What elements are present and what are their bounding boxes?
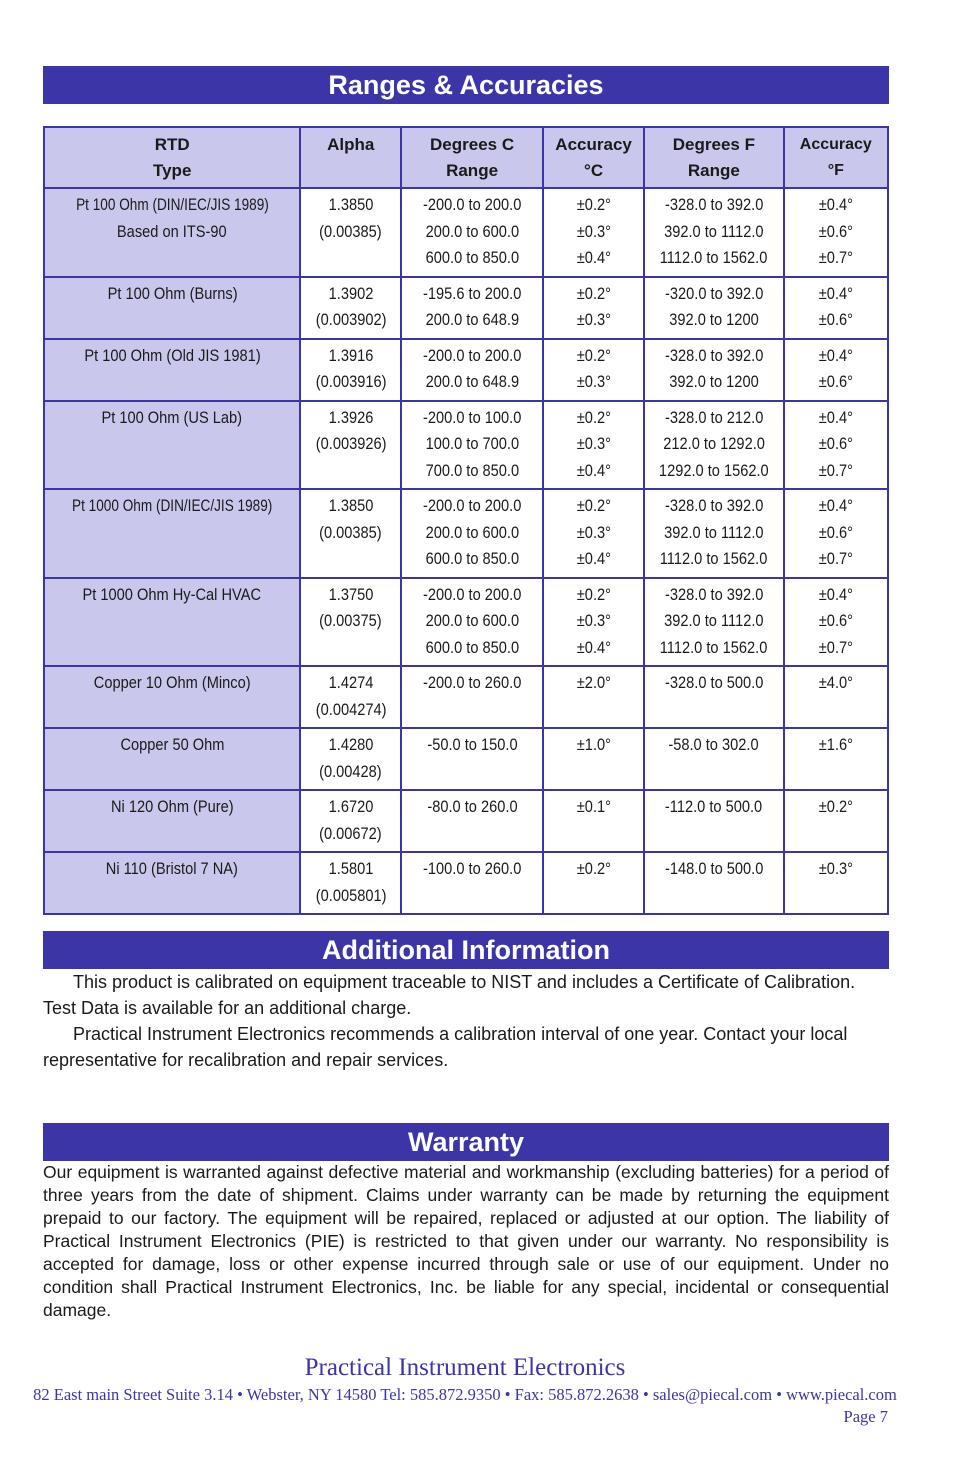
header-degrees-c-range: Degrees C Range — [401, 127, 543, 188]
ranges-table — [43, 126, 889, 915]
cell-acc-c: ±0.2° — [543, 852, 644, 914]
cell-type: Pt 100 Ohm (US Lab) — [44, 401, 300, 490]
cell-range-f: -328.0 to 212.0 212.0 to 1292.0 1292.0 to 1562.0 — [644, 401, 783, 490]
cell-alpha: 1.3926 (0.003926) — [300, 401, 401, 490]
footer-company-name: Practical Instrument Electronics — [304, 1354, 626, 1381]
cell-type: Copper 10 Ohm (Minco) — [44, 666, 300, 728]
table-row — [44, 666, 888, 728]
table-row — [44, 401, 888, 490]
cell-acc-f: ±0.4° ±0.6° — [784, 277, 888, 339]
warranty-section-title: Warranty — [43, 1123, 889, 1161]
cell-acc-c: ±0.2° ±0.3° ±0.4° — [543, 489, 644, 578]
footer-contact-line: 82 East main Street Suite 3.14 • Webster, NY 14580 Tel: 585.872.9350 • Fax: 585.872.2638 • sales@piecal.com • www.piecal.com — [33, 1385, 897, 1404]
cell-type: Pt 100 Ohm (DIN/IEC/JIS 1989) Based on ITS-90 — [44, 188, 300, 277]
warranty-paragraph: Our equipment is warranted against defective material and workmanship (excluding batteries) for a period of three years from the date of shipment. Claims under warranty can be made by returning the equipment prepaid to our factory. The equipment will be repaired, replaced or adjusted at our option. The liability of Practical Instrument Electronics (PIE) is restricted to that given under our warranty. No responsibility is accepted for damage, loss or other expense incurred through sale or use of our equipment. Under no condition shall Practical Instrument Electronics, Inc. be liable for any special, incidental or consequential damage. — [43, 1162, 889, 1320]
cell-range-c: -195.6 to 200.0 200.0 to 648.9 — [401, 277, 543, 339]
cell-acc-f: ±0.4° ±0.6° ±0.7° — [784, 578, 888, 667]
additional-paragraph-2: Practical Instrument Electronics recommends a calibration interval of one year. Contact your local representative for recalibration and repair services. — [43, 1024, 848, 1070]
cell-type: Pt 1000 Ohm (DIN/IEC/JIS 1989) — [44, 489, 300, 578]
cell-range-c: -100.0 to 260.0 — [401, 852, 543, 914]
cell-alpha: 1.3916 (0.003916) — [300, 339, 401, 401]
cell-acc-f: ±0.2° — [784, 790, 888, 852]
cell-range-f: -58.0 to 302.0 — [644, 728, 783, 790]
cell-acc-f: ±0.4° ±0.6° — [784, 339, 888, 401]
cell-type: Ni 110 (Bristol 7 NA) — [44, 852, 300, 914]
cell-range-c: -200.0 to 200.0 200.0 to 648.9 — [401, 339, 543, 401]
header-accuracy-f: Accuracy °F — [784, 127, 888, 188]
cell-range-c: -50.0 to 150.0 — [401, 728, 543, 790]
cell-range-f: -328.0 to 392.0 392.0 to 1200 — [644, 339, 783, 401]
cell-acc-c: ±0.2° ±0.3° — [543, 277, 644, 339]
cell-acc-c: ±0.2° ±0.3° ±0.4° — [543, 188, 644, 277]
cell-type: Copper 50 Ohm — [44, 728, 300, 790]
cell-acc-f: ±4.0° — [784, 666, 888, 728]
cell-range-f: -328.0 to 392.0 392.0 to 1112.0 1112.0 to 1562.0 — [644, 489, 783, 578]
ranges-section-title: Ranges & Accuracies — [43, 66, 889, 104]
cell-range-f: -112.0 to 500.0 — [644, 790, 783, 852]
cell-acc-c: ±0.2° ±0.3° — [543, 339, 644, 401]
table-row — [44, 489, 888, 578]
cell-range-c: -200.0 to 200.0 200.0 to 600.0 600.0 to 850.0 — [401, 578, 543, 667]
page-number: Page 7 — [843, 1407, 888, 1426]
cell-acc-f: ±0.4° ±0.6° ±0.7° — [784, 489, 888, 578]
cell-acc-c: ±2.0° — [543, 666, 644, 728]
cell-acc-c: ±0.2° ±0.3° ±0.4° — [543, 401, 644, 490]
cell-alpha: 1.4280 (0.00428) — [300, 728, 401, 790]
cell-alpha: 1.3850 (0.00385) — [300, 188, 401, 277]
cell-acc-c: ±1.0° — [543, 728, 644, 790]
cell-range-f: -328.0 to 392.0 392.0 to 1112.0 1112.0 to 1562.0 — [644, 188, 783, 277]
table-row — [44, 728, 888, 790]
cell-alpha: 1.5801 (0.005801) — [300, 852, 401, 914]
cell-range-c: -200.0 to 200.0 200.0 to 600.0 600.0 to 850.0 — [401, 188, 543, 277]
cell-range-f: -328.0 to 500.0 — [644, 666, 783, 728]
table-header-row — [44, 127, 888, 188]
cell-acc-f: ±0.3° — [784, 852, 888, 914]
table-row — [44, 852, 888, 914]
cell-alpha: 1.6720 (0.00672) — [300, 790, 401, 852]
cell-type: Pt 1000 Ohm Hy-Cal HVAC — [44, 578, 300, 667]
cell-type: Pt 100 Ohm (Burns) — [44, 277, 300, 339]
cell-type: Pt 100 Ohm (Old JIS 1981) — [44, 339, 300, 401]
cell-acc-f: ±1.6° — [784, 728, 888, 790]
header-alpha: Alpha — [300, 127, 401, 188]
header-degrees-f-range: Degrees F Range — [644, 127, 783, 188]
cell-alpha: 1.4274 (0.004274) — [300, 666, 401, 728]
cell-acc-c: ±0.2° ±0.3° ±0.4° — [543, 578, 644, 667]
cell-acc-f: ±0.4° ±0.6° ±0.7° — [784, 188, 888, 277]
cell-acc-c: ±0.1° — [543, 790, 644, 852]
header-accuracy-c: Accuracy °C — [543, 127, 644, 188]
cell-acc-f: ±0.4° ±0.6° ±0.7° — [784, 401, 888, 490]
table-row — [44, 578, 888, 667]
additional-section-title: Additional Information — [43, 931, 889, 969]
cell-range-c: -80.0 to 260.0 — [401, 790, 543, 852]
cell-range-f: -328.0 to 392.0 392.0 to 1112.0 1112.0 to 1562.0 — [644, 578, 783, 667]
cell-type: Ni 120 Ohm (Pure) — [44, 790, 300, 852]
cell-alpha: 1.3902 (0.003902) — [300, 277, 401, 339]
cell-alpha: 1.3750 (0.00375) — [300, 578, 401, 667]
cell-range-f: -148.0 to 500.0 — [644, 852, 783, 914]
cell-alpha: 1.3850 (0.00385) — [300, 489, 401, 578]
cell-range-c: -200.0 to 200.0 200.0 to 600.0 600.0 to 850.0 — [401, 489, 543, 578]
cell-range-c: -200.0 to 100.0 100.0 to 700.0 700.0 to 850.0 — [401, 401, 543, 490]
table-row — [44, 188, 888, 277]
table-row — [44, 790, 888, 852]
table-row — [44, 277, 888, 339]
additional-paragraph-1: This product is calibrated on equipment traceable to NIST and includes a Certificate of Calibration. Test Data is available for an additional charge. — [43, 972, 856, 1018]
table-row — [44, 339, 888, 401]
header-rtd-type: RTD Type — [44, 127, 300, 188]
cell-range-c: -200.0 to 260.0 — [401, 666, 543, 728]
table-body — [44, 188, 888, 914]
cell-range-f: -320.0 to 392.0 392.0 to 1200 — [644, 277, 783, 339]
